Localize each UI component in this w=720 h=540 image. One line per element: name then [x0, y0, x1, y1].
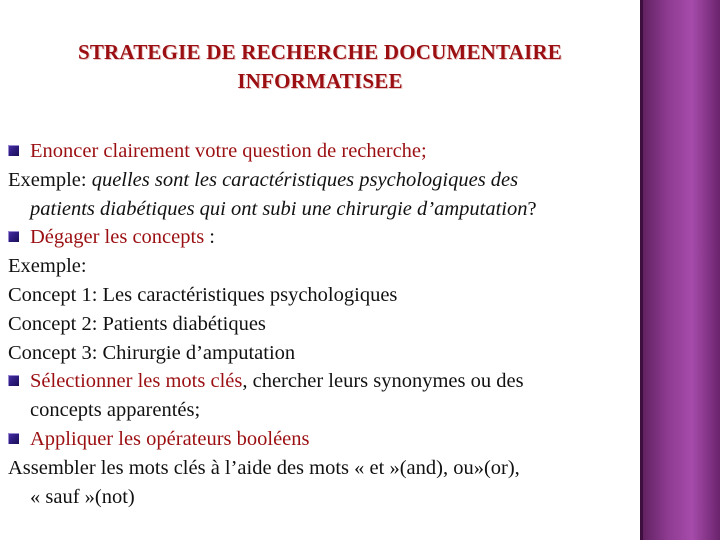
slide-title-line1: STRATEGIE DE RECHERCHE DOCUMENTAIRE	[77, 40, 563, 64]
bullet-question: Enoncer clairement votre question de recherche;	[8, 137, 633, 166]
example-question-text-2: patients diabétiques qui ont subi une chirurgie d’amputation	[30, 197, 528, 220]
bullet-boolean: Appliquer les opérateurs booléens	[8, 425, 633, 454]
concept-2: Concept 2: Patients diabétiques	[8, 312, 266, 335]
slide-title	[0, 38, 640, 96]
decorative-sidebar	[640, 0, 720, 540]
assemble-line-continuation: « sauf »(not)	[30, 485, 135, 508]
bullet-concepts	[8, 223, 633, 252]
assemble-line: Assembler les mots clés à l’aide des mots « et »(and), ou»(or),	[8, 456, 520, 479]
bullet-concepts-colon: :	[204, 226, 215, 249]
bullet-keywords	[8, 367, 633, 396]
example-question-line	[8, 166, 633, 195]
concept-3: Concept 3: Chirurgie d’amputation	[8, 341, 296, 364]
bullet-concepts-label: Dégager les concepts	[30, 226, 205, 249]
example-question-text: quelles sont les caractéristiques psychologiques des	[91, 168, 519, 191]
concept-1: Concept 1: Les caractéristiques psychologiques	[8, 283, 398, 306]
example-label: Exemple:	[8, 168, 92, 191]
bullet-keywords-label: Sélectionner les mots clés	[30, 370, 243, 393]
slide-title-line2: INFORMATISEE	[237, 69, 403, 93]
example-label-2: Exemple:	[8, 255, 87, 278]
bullet-keywords-rest: , chercher leurs synonymes ou des	[242, 370, 524, 393]
question-mark: ?	[527, 197, 537, 220]
example-question-continuation	[8, 195, 633, 224]
bullet-keywords-continuation: concepts apparentés;	[30, 399, 201, 422]
slide-body	[8, 137, 633, 511]
